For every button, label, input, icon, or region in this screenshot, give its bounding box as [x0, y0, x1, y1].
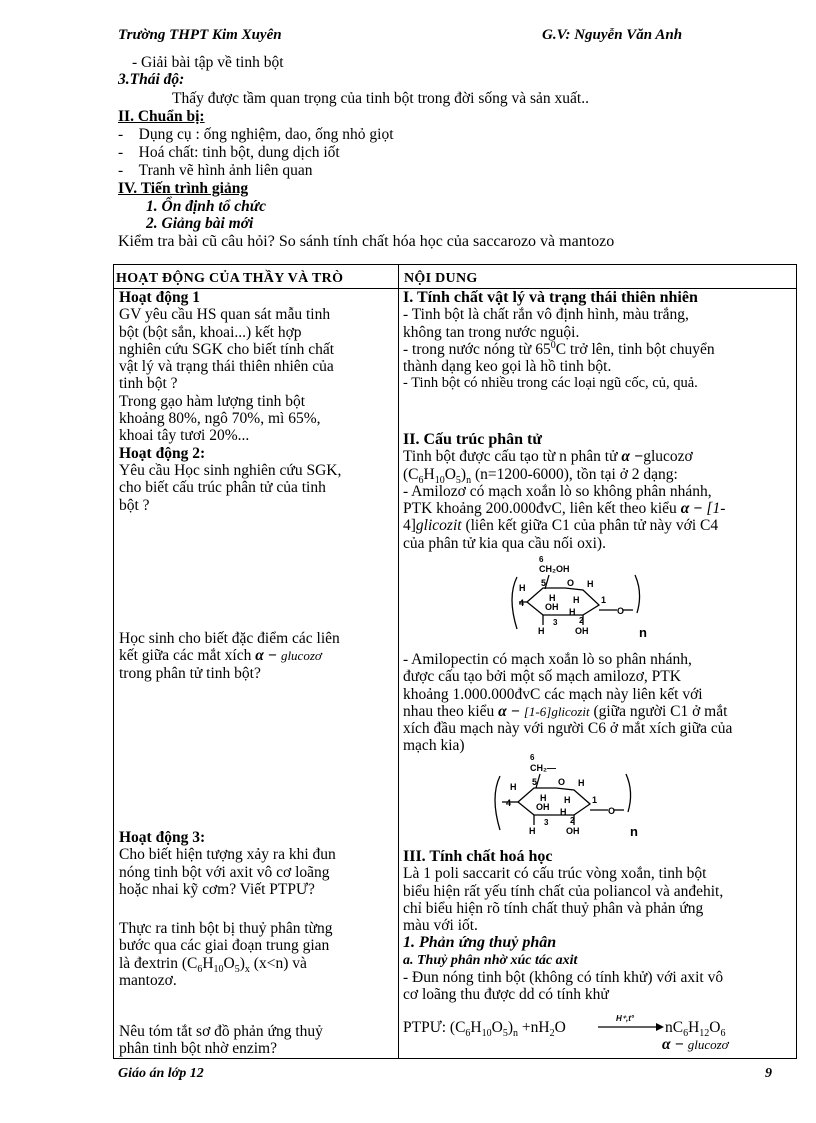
sec2-line: $(C_6H_{10}O_5)_n$ (n=1200-6000), tồn tại ở 2 dạng:: [403, 465, 678, 486]
prep-item: - Dụng cụ : ống nghiệm, dao, ống nhỏ giọt: [118, 126, 394, 143]
prep-item: - Tranh vẽ hình ảnh liên quan: [118, 162, 313, 179]
enzyme-question: [119, 1023, 394, 1058]
ring-label: 3: [544, 818, 549, 827]
link-question: [119, 630, 394, 682]
ring-label: 2: [579, 616, 584, 625]
hd1-line: khoảng 80%, ngô 70%, mì 65%,: [119, 410, 321, 428]
amylopectin-line: - Amilopectin có mạch xoắn lò so phân nhánh,: [403, 651, 692, 668]
ring-label: 6: [539, 555, 544, 564]
process-item: 1. Ổn định tổ chức: [146, 198, 266, 215]
hd1-line: Trong gạo hàm lượng tinh bột: [119, 392, 306, 410]
ring-label: CH₂OH: [539, 564, 570, 574]
ring-label: O: [567, 578, 575, 588]
header-school: Trường THPT Kim Xuyên: [118, 27, 282, 43]
ring-label: n: [639, 625, 647, 640]
hd1-line: vật lý và trạng thái thiên nhiên của: [119, 358, 334, 376]
hd1-line: bột (bột sắn, khoai...) kết hợp: [119, 323, 302, 341]
sec3-line: biểu hiện rất yếu tính chất của poliancol và anđehit,: [403, 882, 724, 900]
ring-label: H: [549, 593, 556, 603]
ring-label: OH: [575, 626, 589, 636]
sec3-line: màu với iốt.: [403, 917, 478, 935]
sec2-line: của phân tử kia qua cầu nối oxi).: [403, 534, 606, 552]
process-heading: IV. Tiến trình giảng: [118, 180, 249, 197]
ring-label: OH: [566, 826, 580, 836]
objective-line: - Giải bài tập về tinh bột: [132, 54, 284, 71]
right-column-sec1: [403, 289, 793, 393]
table-divider: [398, 264, 399, 1059]
equation-product-name: α − glucozơ: [662, 1036, 729, 1053]
amylopectin-line: được cấu tạo bởi một số mạch amilozơ, PTK: [403, 668, 681, 686]
ring-label: 3: [553, 618, 558, 627]
col2-header: NỘI DUNG: [404, 271, 478, 286]
ring-label: H: [538, 626, 545, 636]
amylopectin-line: nhau theo kiểu α − [1-6]glicozit (giữa người C1 ở mắt: [403, 702, 728, 720]
hd1-line: khoai tây tươi 20%...: [119, 427, 250, 445]
sec1-line: thành dạng keo gọi là hồ tinh bột.: [403, 358, 612, 376]
left-column: [119, 289, 394, 514]
hydrolysis-note: [119, 920, 394, 989]
ring-label: 4: [519, 598, 525, 608]
sec2-line: 4]glicozit (liên kết giữa C1 của phân tử này với C4: [403, 517, 719, 535]
sec3-title: III. Tính chất hoá học: [403, 848, 553, 865]
sec2-line: PTK khoảng 200.000đvC, liên kết theo kiểu α − [1-: [403, 500, 726, 518]
hd3-line: Cho biết hiện tượng xảy ra khi đun: [119, 846, 336, 864]
hd2-line: bột ?: [119, 496, 150, 514]
ring-label: O: [558, 777, 566, 787]
equation-product: $nC_6H_{12}O_6$: [665, 1019, 726, 1040]
ring-label: H: [578, 778, 585, 788]
hydrolysis-equation: PTPƯ: $(C_6H_{10}O_5)_n +nH_2O$: [403, 1019, 566, 1040]
hydrolysis-line: là đextrin $(C_6H_{10}O_5)_x$ (x<n) và: [119, 954, 307, 975]
amylopectin-line: khoảng 1.000.000đvC các mạch này liên kết với: [403, 685, 703, 703]
ring-label: 2: [570, 816, 575, 825]
ring-label: O: [608, 806, 616, 816]
amylopectin-structure-diagram: [490, 752, 645, 837]
process-item: 2. Giảng bài mới: [146, 215, 254, 232]
prep-heading: II. Chuẩn bị:: [118, 108, 205, 125]
hd3-line: nóng tinh bột với axit vô cơ loãng: [119, 863, 330, 881]
ring-label: H: [510, 782, 517, 792]
hydrolysis-line: bước qua các giai đoạn trung gian: [119, 937, 330, 955]
header-teacher: G.V: Nguyễn Văn Anh: [542, 27, 683, 43]
sub1-title: 1. Phản ứng thuỷ phân: [403, 934, 557, 952]
ring-label: 6: [530, 753, 535, 762]
sec1-line: không tan trong nước nguội.: [403, 323, 580, 341]
ring-label: 1: [592, 795, 598, 805]
hydrolysis-line: mantozơ.: [119, 971, 177, 989]
sec1-line: - trong nước nóng từ $65^0C$ trở lên, tinh bột chuyển: [403, 339, 715, 358]
page-number: 9: [765, 1066, 772, 1081]
sec1-title: I. Tính chất vật lý và trạng thái thiên nhiên: [403, 289, 698, 306]
hd2-line: cho biết cấu trúc phân tử của tinh: [119, 479, 326, 497]
link-question-line: Học sinh cho biết đặc điểm các liên: [119, 630, 340, 647]
ring-label: H: [519, 583, 526, 593]
ring-label: H: [569, 607, 576, 617]
hd1-line: nghiên cứu SGK cho biết tính chất: [119, 340, 335, 358]
attitude-text: Thấy được tầm quan trọng của tinh bột trong đời sống và sản xuất..: [172, 90, 589, 107]
amylopectin-line: mạch kia): [403, 737, 465, 755]
hd3-title: Hoạt động 3:: [119, 829, 206, 846]
hd1-title: Hoạt động 1: [119, 289, 200, 306]
hd1-line: GV yêu cầu HS quan sát mẫu tinh: [119, 306, 331, 324]
col1-header: HOẠT ĐỘNG CỦA THẦY VÀ TRÒ: [116, 271, 344, 286]
right-column-sec3: [403, 848, 793, 1004]
hd2-line: Yêu cầu Học sinh nghiên cứu SGK,: [119, 461, 342, 479]
footer-title: Giáo án lớp 12: [118, 1066, 204, 1081]
enzyme-line: phân tinh bột nhờ enzim?: [119, 1040, 277, 1058]
hd2-title: Hoạt động 2:: [119, 444, 206, 462]
right-column-sec2: [403, 431, 793, 552]
ring-label: H: [587, 579, 594, 589]
sec3-line: chỉ biểu hiện rõ tính chất thuỷ phân và phản ứng: [403, 899, 704, 917]
sec3-line: Là 1 poli saccarit có cấu trúc vòng xoắn, tinh bột: [403, 865, 707, 883]
sec2-line: - Amilozơ có mạch xoắn lò so không phân nhánh,: [403, 482, 712, 500]
ring-label: H: [560, 807, 567, 817]
ring-label: 1: [601, 595, 607, 605]
ring-label: H: [573, 595, 580, 605]
link-question-line: trong phân tử tinh bột?: [119, 664, 261, 682]
sub1a-title: a. Thuỷ phân nhờ xúc tác axit: [403, 952, 578, 968]
ring-label: 5: [541, 578, 547, 588]
hd3-line: hoặc nhai kỹ cơm? Viết PTPƯ?: [119, 880, 315, 898]
prep-item: - Hoá chất: tinh bột, dung dịch iốt: [118, 144, 340, 161]
ring-label: 4: [506, 798, 512, 808]
reaction-arrow: [598, 1012, 664, 1032]
ring-label: OH: [545, 602, 559, 612]
hydrolysis-line: Thực ra tinh bột bị thuỷ phân từng: [119, 920, 333, 937]
ring-label: OH: [536, 802, 550, 812]
ring-label: n: [630, 824, 638, 837]
amylose-structure-diagram: [505, 555, 650, 640]
sec2-line: Tinh bột được cấu tạo từ n phân tử α −glucozơ: [403, 448, 693, 466]
hd1-line: tinh bột ?: [119, 375, 178, 393]
arrow-condition: H⁺,t°: [616, 1014, 635, 1023]
attitude-heading: 3.Thái độ:: [118, 71, 185, 88]
sub1a-line: cơ loãng thu được dd có tính khử: [403, 986, 609, 1004]
sub1a-line: - Đun nóng tinh bột (không có tính khử) với axit vô: [403, 969, 724, 987]
ring-label: H: [564, 795, 571, 805]
enzyme-line: Nêu tóm tắt sơ đồ phản ứng thuỷ: [119, 1023, 323, 1040]
right-column-amylopectin: [403, 651, 793, 755]
link-question-line: kết giữa các mắt xích α − glucozơ: [119, 647, 322, 665]
ring-label: H: [529, 826, 536, 836]
sec2-title: II. Cấu trúc phân tử: [403, 431, 542, 448]
sec1-line: - Tinh bột là chất rắn vô định hình, màu trắng,: [403, 306, 689, 324]
amylopectin-line: xích đầu mạch này với người C6 ở mắt xích giữa của: [403, 720, 733, 738]
ring-label: 5: [532, 777, 538, 787]
sec1-line: - Tinh bột có nhiều trong các loại ngũ cốc, củ, quả.: [403, 375, 698, 392]
ring-label: H: [540, 793, 547, 803]
hd3-block: [119, 829, 394, 898]
check-line: Kiểm tra bài cũ câu hỏi? So sánh tính chất hóa học của saccarozo và mantozo: [118, 233, 615, 250]
ring-label: CH₂—: [530, 763, 556, 773]
ring-label: O: [617, 606, 625, 616]
